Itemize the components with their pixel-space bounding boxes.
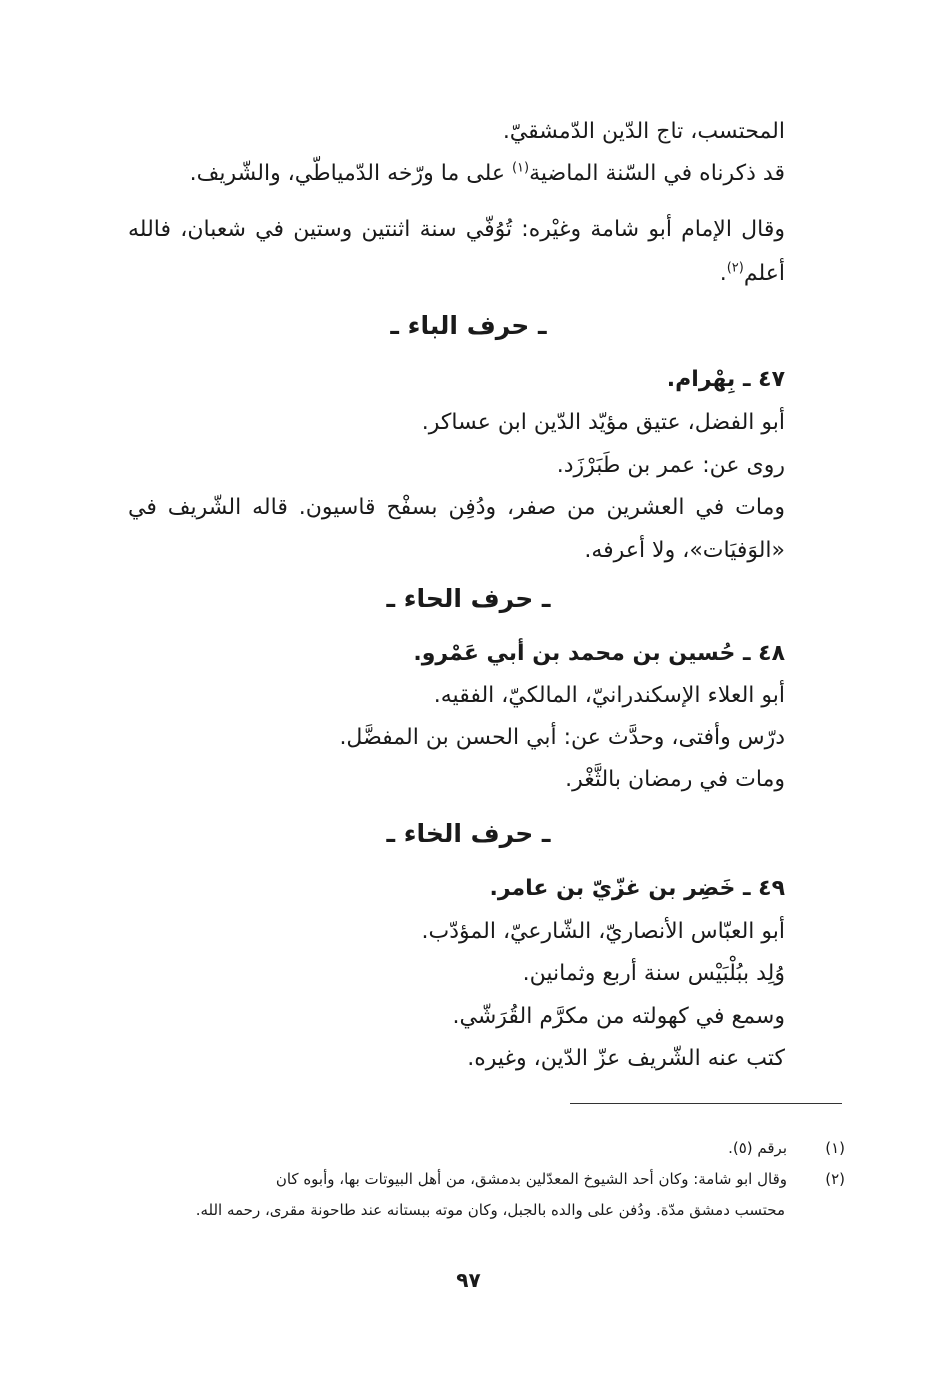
text-segment: أعلم: [743, 261, 785, 286]
text-line: «الوَفيَات»، ولا أعرفه.: [584, 538, 785, 563]
text-line: أبو الفضل، عتيق مؤيّد الدّين ابن عساكر.: [421, 410, 785, 435]
footnote: [728, 1135, 845, 1161]
text-segment: .: [719, 261, 727, 286]
text-line: أبو العبّاس الأنصاريّ، الشّارعيّ، المؤدّب.: [421, 919, 785, 944]
footnote-continuation: محتسب دمشق مدّة. ودُفن على والده بالجبل، وكان موته ببستانه عند طاحونة مقرى، رحمه الله.: [195, 1201, 785, 1219]
text-line: درّس وأفتى، وحدَّث عن: أبي الحسن بن المفضَّل.: [339, 725, 785, 750]
footnote-divider: [570, 1103, 842, 1104]
text-line: وُلِد ببُلْبَيْس سنة أربع وثمانين.: [522, 961, 785, 986]
text-segment: على ما ورّخه الدّمياطّي، والشّريف.: [189, 161, 512, 186]
footnote-text: وقال ابو شامة: وكان أحد الشيوخ المعدّلين بدمشق، من أهل البيوتات بها، وأبوه كان: [275, 1170, 787, 1188]
section-heading: ـ حرف الخاء ـ: [386, 819, 551, 848]
footnote-ref[interactable]: (١): [511, 160, 530, 176]
page-number: ٩٧: [456, 1268, 481, 1292]
footnote-text: برقم (٥).: [728, 1139, 787, 1157]
text-line: [190, 158, 785, 190]
text-line: [720, 258, 785, 290]
text-line: روى عن: عمر بن طَبَرْزَد.: [556, 453, 785, 478]
footnote-number: (١): [825, 1139, 845, 1157]
section-heading: ـ حرف الباء ـ: [390, 311, 547, 340]
footnote-number: (٢): [825, 1170, 845, 1188]
text-line: كتب عنه الشّريف عزّ الدّين، وغيره.: [467, 1046, 785, 1071]
footnote: [276, 1166, 845, 1192]
text-line: أبو العلاء الإسكندرانيّ، المالكيّ، الفقيه.: [433, 683, 785, 708]
text-line: ومات في العشرين من صفر، ودُفِن بسفْح قاسيون. قاله الشّريف في: [128, 495, 785, 520]
entry-title: ٤٩ ـ خَضِر بن غزّيّ بن عامر.: [489, 876, 785, 901]
section-heading: ـ حرف الحاء ـ: [386, 584, 551, 613]
entry-title: ٤٨ ـ حُسين بن محمد بن أبي عَمْرو.: [413, 641, 785, 666]
text-line: وقال الإمام أبو شامة وغيْره: تُوُفّي سنة اثنتين وستين في شعبان، فالله: [128, 217, 785, 242]
footnote-ref[interactable]: (٢): [726, 260, 744, 276]
text-segment: قد ذكرناه في السّنة الماضية: [529, 161, 785, 186]
text-line: ومات في رمضان بالثَّغْر.: [565, 767, 785, 792]
text-line: المحتسب، تاج الدّين الدّمشقيّ.: [502, 119, 785, 144]
text-line: وسمع في كهولته من مكرَّم القُرَشّي.: [452, 1004, 785, 1029]
entry-title: ٤٧ ـ بِهْرام.: [666, 367, 785, 392]
